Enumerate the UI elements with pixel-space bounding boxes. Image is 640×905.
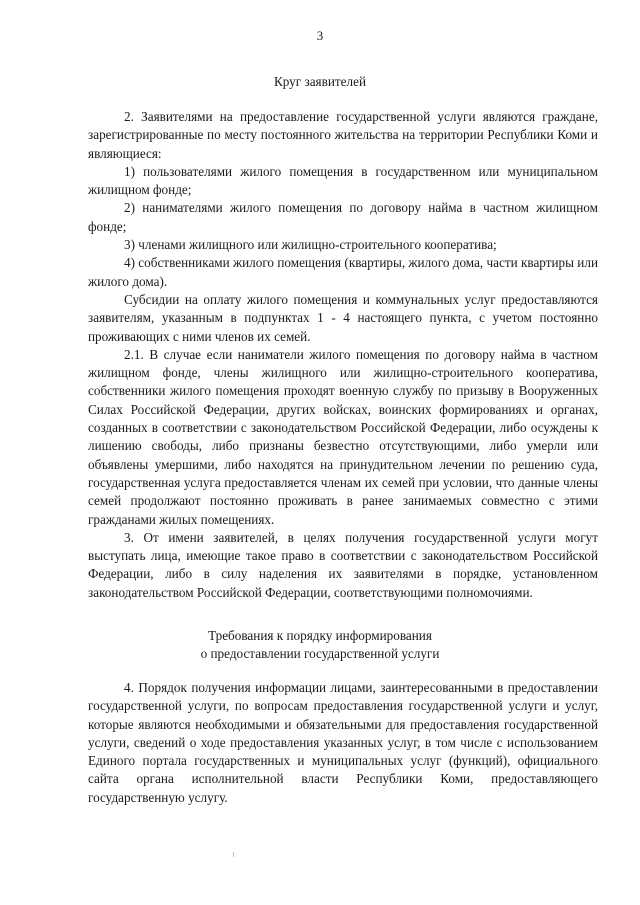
heading-text: Круг заявителей (273, 74, 367, 89)
section-heading-informing (0, 627, 640, 663)
scan-artifact (233, 852, 234, 857)
section-informing-body (88, 679, 598, 807)
heading-line: о предоставлении государственной услуги (200, 646, 440, 661)
list-item: 2) нанимателями жилого помещения по договору найма в частном жилищном фонде; (88, 200, 598, 234)
section-applicants-body (88, 108, 598, 602)
paragraph: 4. Порядок получения информации лицами, заинтересованными в предоставлении государственной услуги, по вопросам предоставления государственной услуги и услуг, которые являются необходимыми и обязательными для предоставления государственной услуги, сведений о ходе предоставления указанных услуг, в том числе с использованием Единого портала государственных и муниципальных услуг (функций), официального сайта органа исполнительной власти Республики Коми, предоставляющего государственную услугу. (88, 680, 598, 805)
paragraph: 2.1. В случае если наниматели жилого помещения по договору найма в частном жилищном фонде, члены жилищного или жилищно-строительного кооператива, собственники жилого помещения проходят военную службу по призыву в Вооруженных Силах Российской Федерации, других войсках, воинских формированиях и органах, созданных в соответствии с законодательством Российской Федерации, либо осуждены к лишению свободы, либо признаны безвестно отсутствующими, либо умерли или объявлены умершими, либо находятся на принудительном лечении по решению суда, государственная услуга предоставляется членам их семей при условии, что данные члены семей продолжают постоянно проживать в ранее занимаемых совместно с этими гражданами жилых помещениях. (88, 346, 598, 527)
page-number: 3 (316, 28, 324, 43)
paragraph: 2. Заявителями на предоставление государственной услуги являются граждане, зарегистрированные по месту постоянного жительства на территории Республики Коми и являющиеся: (88, 109, 598, 161)
heading-line: Требования к порядку информирования (208, 628, 432, 643)
list-item: 4) собственниками жилого помещения (квартиры, жилого дома, части квартиры или жилого дома). (88, 255, 598, 289)
paragraph: 3. От имени заявителей, в целях получения государственной услуги могут выступать лица, имеющие такое право в соответствии с законодательством Российской Федерации, либо в силу наделения их заявителями в порядке, установленном законодательством Российской Федерации, соответствующими полномочиями. (88, 529, 598, 600)
list-item: 1) пользователями жилого помещения в государственном или муниципальном жилищном фонде; (88, 163, 598, 198)
paragraph: Субсидии на оплату жилого помещения и коммунальных услуг предоставляются заявителям, указанным в подпунктах 1 - 4 настоящего пункта, с учетом постоянно проживающих с ними членов их семей. (88, 291, 598, 344)
list-item: 3) членами жилищного или жилищно-строительного кооператива; (124, 237, 497, 253)
section-heading-applicants (0, 73, 640, 91)
